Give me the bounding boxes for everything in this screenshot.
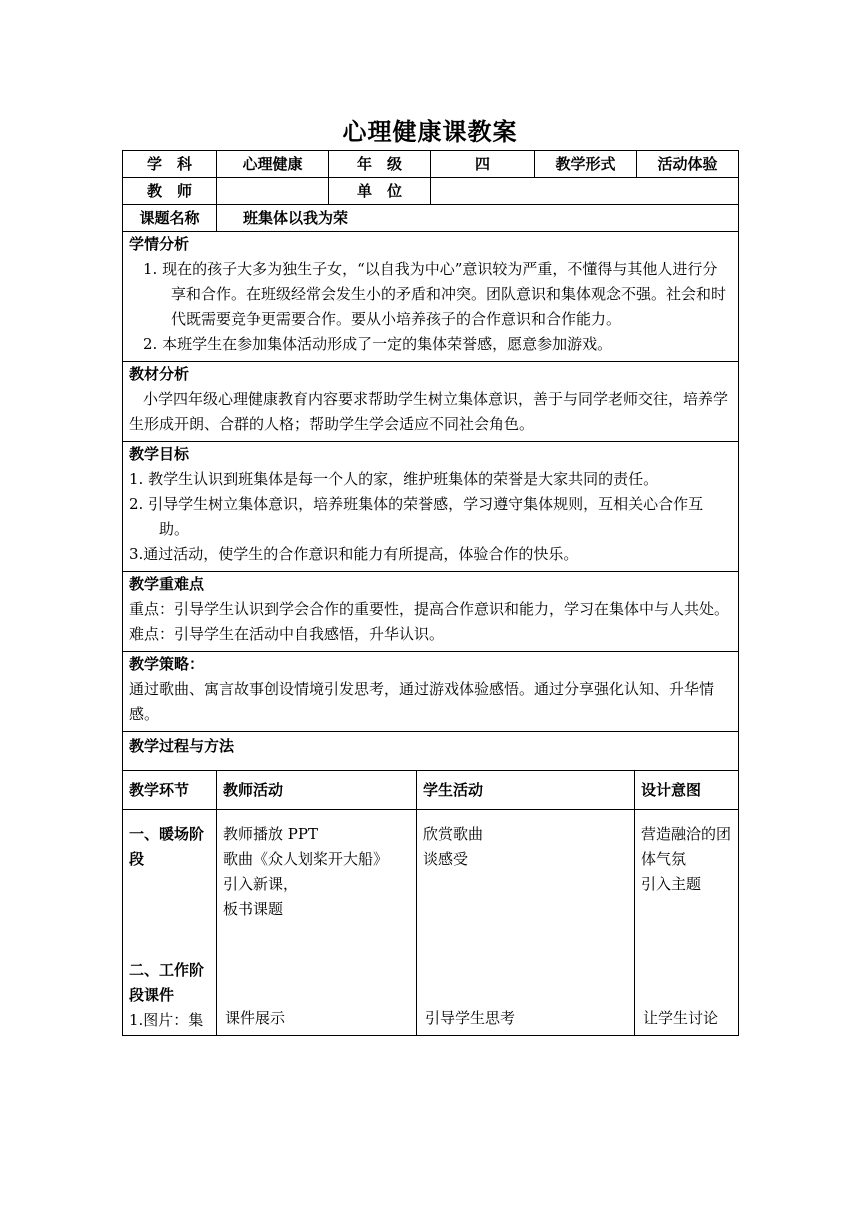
student-activity-line: 欣赏歌曲 [423, 825, 484, 843]
difficult-point-text: 难点：引导学生在活动中自我感悟，升华认识。 [129, 625, 445, 643]
form-label: 教学形式 [535, 151, 637, 178]
intent-work: 让学生讨论 [643, 1009, 719, 1027]
grade-label: 年 级 [329, 151, 431, 178]
student-analysis-title: 学情分析 [129, 235, 190, 253]
objective-item: 1. 教学生认识到班集体是每一个人的家，维护班集体的荣誉是大家共同的责任。 [129, 470, 659, 488]
unit-value [431, 178, 739, 205]
teacher-value [217, 178, 329, 205]
teacher-activity-line: 教师播放 PPT [223, 825, 318, 843]
process-teacher-cell [217, 810, 417, 1036]
student-analysis-item: 2. 本班学生在参加集体活动形成了一定的集体荣誉感，愿意参加游戏。 [143, 335, 613, 353]
objective-item: 3.通过活动，使学生的合作意识和能力有所提高，体验合作的快乐。 [129, 545, 579, 563]
intent-line: 营造融洽的团体气氛 [641, 825, 732, 868]
key-points-title: 教学重难点 [129, 575, 205, 593]
material-analysis-text: 小学四年级心理健康教育内容要求帮助学生树立集体意识，善于与同学老师交往，培养学生形成开朗、合群的人格；帮助学生学会适应不同社会角色。 [129, 390, 729, 433]
teacher-activity-line: 歌曲《众人划桨开大船》 [223, 850, 389, 868]
unit-label: 单 位 [329, 178, 431, 205]
grade-value: 四 [431, 151, 535, 178]
key-point-text: 重点：引导学生认识到学会合作的重要性，提高合作意识和能力，学习在集体中与人共处。 [129, 600, 730, 618]
objective-item: 2. 引导学生树立集体意识，培养班集体的荣誉感，学习遵守集体规则，互相关心合作互助。 [129, 495, 704, 538]
teacher-label: 教 师 [123, 178, 217, 205]
stage-work-item: 1.图片：集 [129, 1011, 204, 1029]
page-title: 心理健康课教案 [342, 118, 518, 146]
stage-warmup: 一、暖场阶段 [129, 825, 205, 868]
student-analysis-section [123, 232, 739, 362]
intent-line: 引入主题 [641, 875, 702, 893]
student-activity-line: 谈感受 [423, 850, 469, 868]
header-table [122, 150, 739, 771]
strategy-text: 通过歌曲、寓言故事创设情境引发思考，通过游戏体验感悟。通过分享强化认知、升华情感。 [129, 680, 715, 723]
process-intent-cell [635, 810, 739, 1036]
strategy-section [123, 652, 739, 732]
teacher-activity-work: 课件展示 [225, 1009, 286, 1027]
material-analysis-section [123, 362, 739, 442]
key-points-section [123, 572, 739, 652]
process-student-cell [417, 810, 635, 1036]
subject-value: 心理健康 [217, 151, 329, 178]
topic-label: 课题名称 [123, 205, 217, 232]
subject-label: 学 科 [123, 151, 217, 178]
teacher-activity-line: 板书课题 [223, 900, 284, 918]
process-title: 教学过程与方法 [129, 737, 235, 755]
lesson-plan-table [122, 150, 738, 1036]
process-stage-cell [123, 810, 217, 1036]
objectives-title: 教学目标 [129, 445, 190, 463]
process-table [122, 770, 739, 1036]
teacher-activity-line: 引入新课， [223, 875, 299, 893]
topic-value: 班集体以我为荣 [217, 205, 739, 232]
process-col-stage: 教学环节 [123, 771, 217, 810]
material-analysis-title: 教材分析 [129, 365, 190, 383]
process-section [123, 732, 739, 771]
process-col-student: 学生活动 [417, 771, 635, 810]
process-col-intent: 设计意图 [635, 771, 739, 810]
student-analysis-item: 1. 现在的孩子大多为独生子女，“以自我为中心”意识较为严重，不懂得与其他人进行分享和合作。在班级经常会发生小的矛盾和冲突。团队意识和集体观念不强。社会和时代既需要竞争更需要合作。要从小培养孩子的合作意识和合作能力。 [143, 260, 727, 328]
objectives-section [123, 442, 739, 572]
process-col-teacher: 教师活动 [217, 771, 417, 810]
form-value: 活动体验 [637, 151, 739, 178]
strategy-title: 教学策略： [129, 655, 205, 673]
student-activity-work: 引导学生思考 [425, 1009, 516, 1027]
stage-work: 二、工作阶段课件 [129, 961, 205, 1004]
